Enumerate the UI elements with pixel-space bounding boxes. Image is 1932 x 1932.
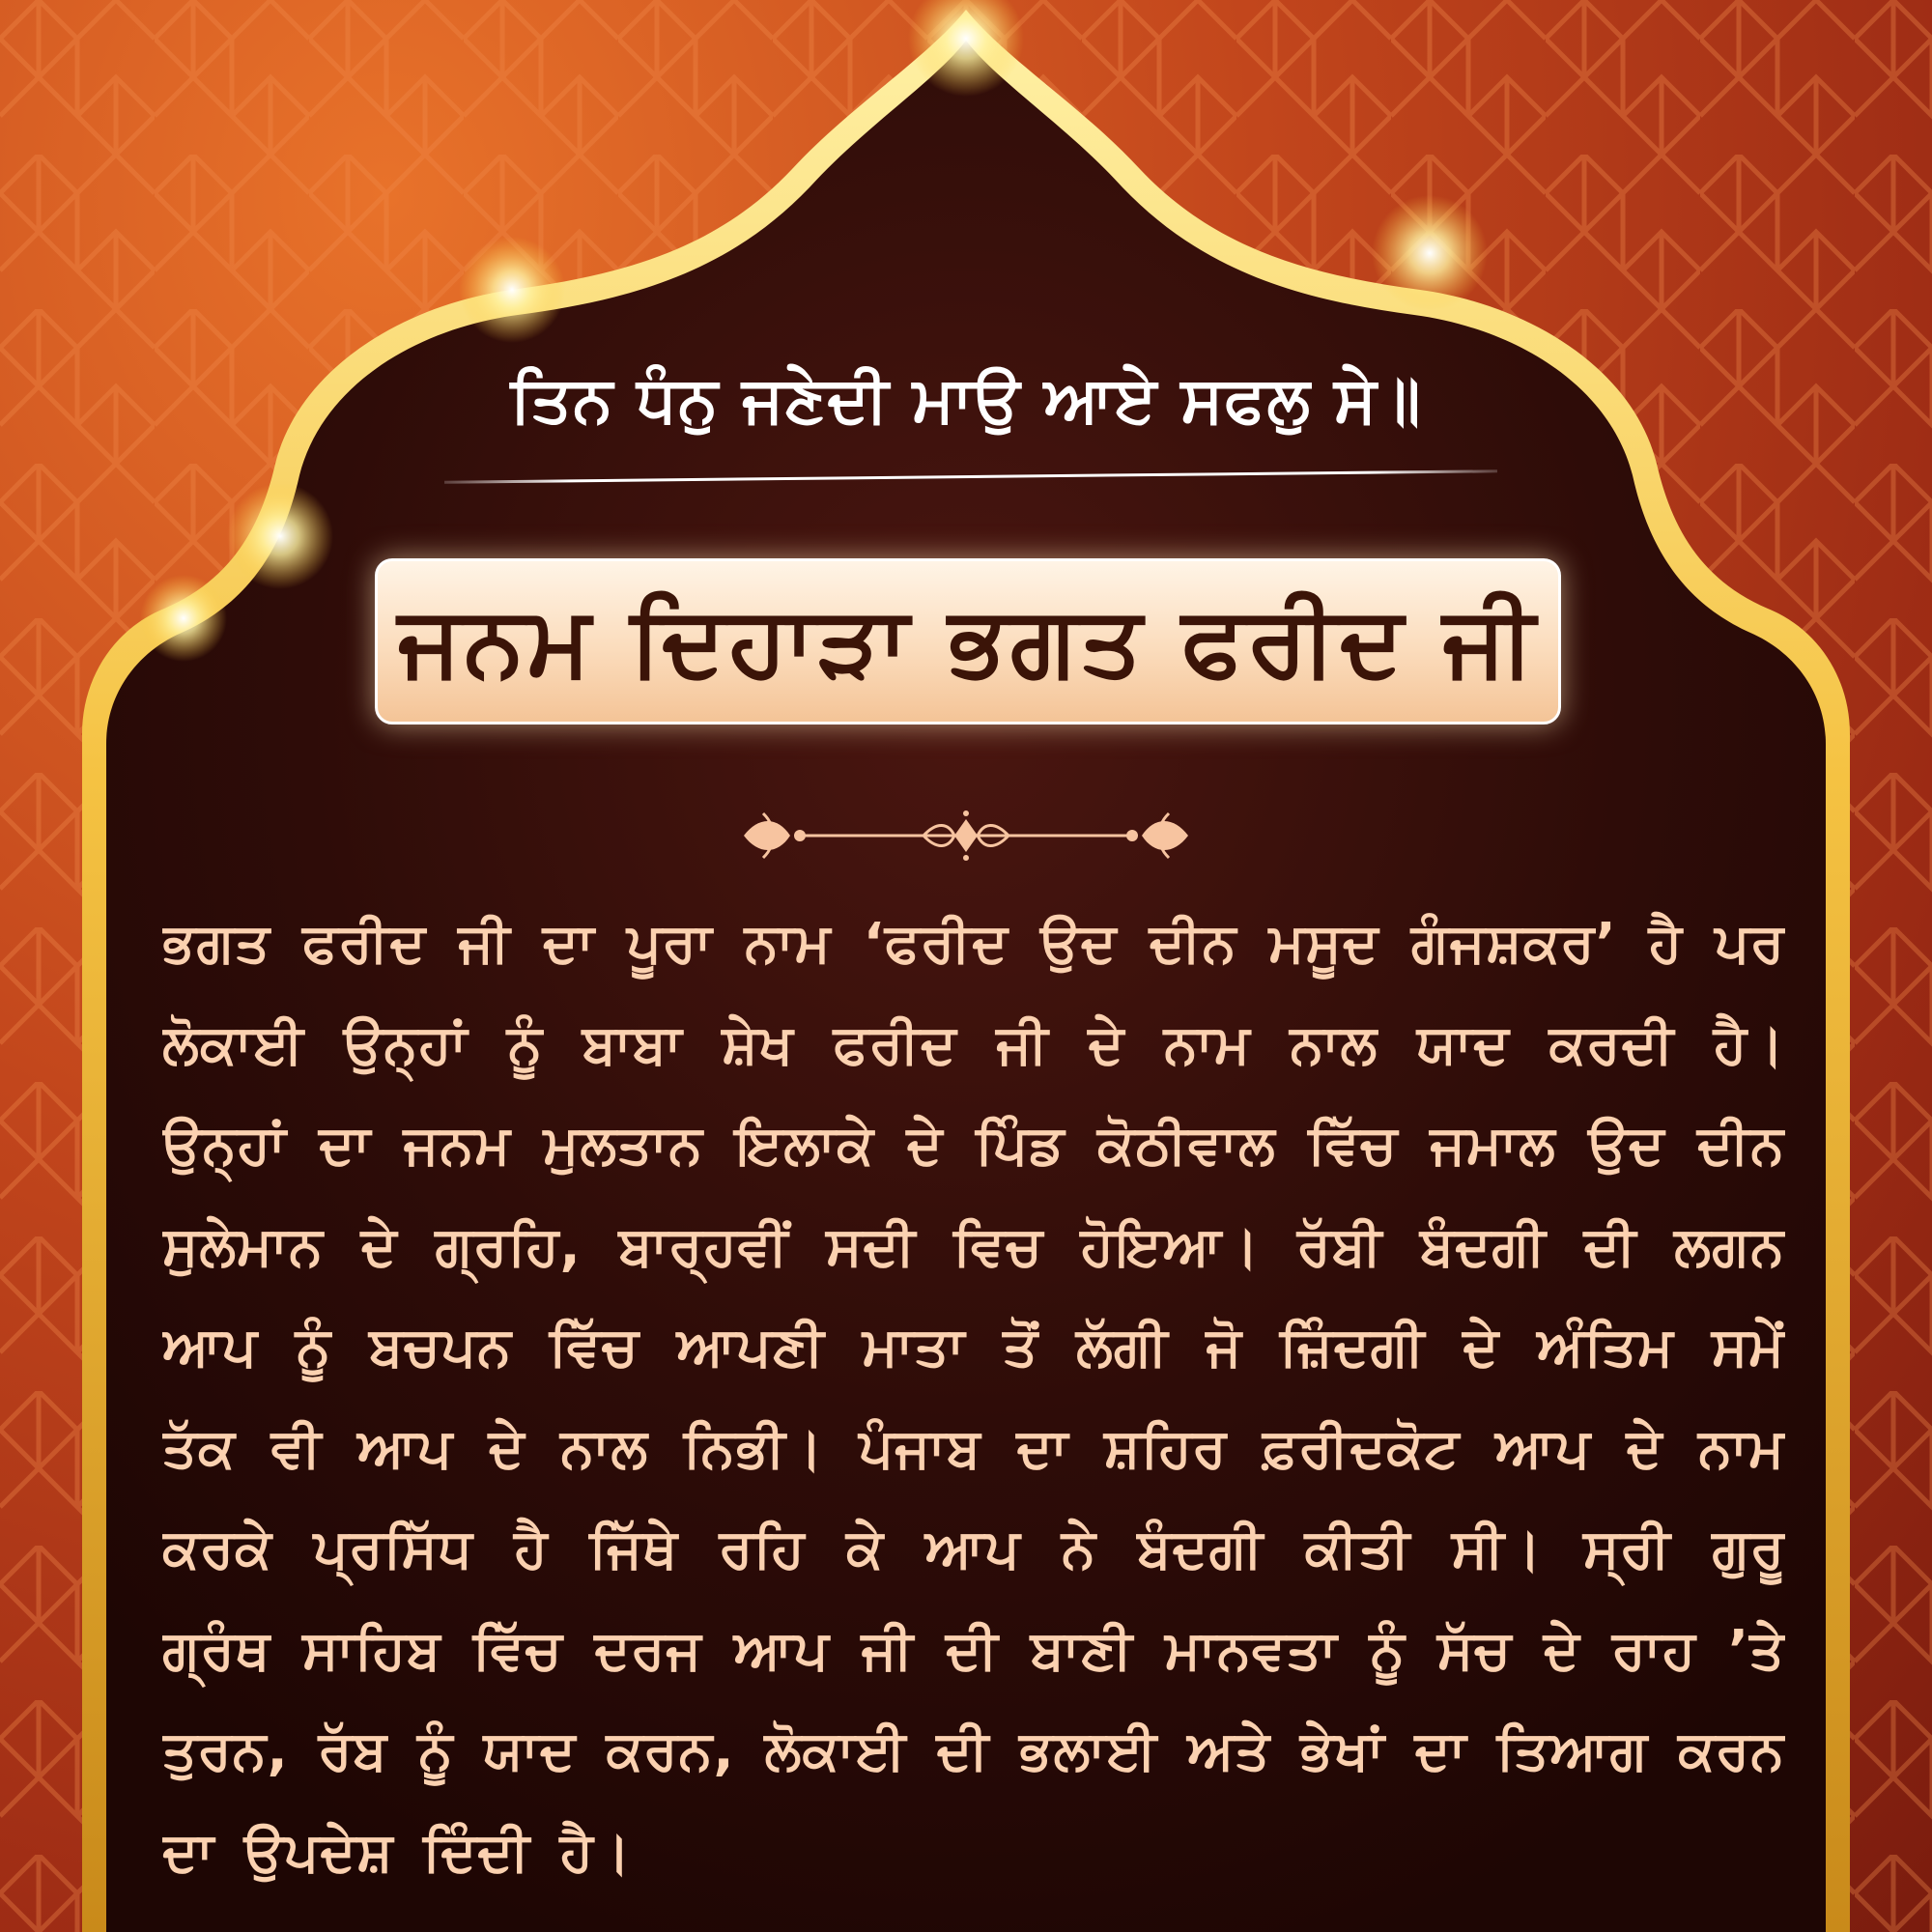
quote-line: ਤਿਨ ਧੰਨੁ ਜਣੇਦੀ ਮਾਉ ਆਏ ਸਫਲੁ ਸੇ॥ — [510, 362, 1422, 437]
poster-title: ਜਨਮ ਦਿਹਾੜਾ ਭਗਤ ਫਰੀਦ ਜੀ — [397, 584, 1539, 697]
sparkle-icon — [227, 483, 333, 589]
sparkle-icon — [1372, 195, 1488, 311]
title-box — [375, 558, 1561, 724]
sparkle-icon — [459, 237, 565, 343]
body-paragraph: ਭਗਤ ਫਰੀਦ ਜੀ ਦਾ ਪੂਰਾ ਨਾਮ ‘ਫਰੀਦ ਉਦ ਦੀਨ ਮਸੂਦ ਗੰਜਸ਼ਕਰ’ ਹੈ ਪਰ ਲੋਕਾਈ ਉਨ੍ਹਾਂ ਨੂੰ ਬਾਬਾ ਸ਼ੇਖ ਫਰੀਦ ਜੀ ਦੇ ਨਾਮ ਨਾਲ ਯਾਦ ਕਰਦੀ ਹੈ। ਉਨ੍ਹਾਂ ਦਾ ਜਨਮ ਮੁਲਤਾਨ ਇਲਾਕੇ ਦੇ ਪਿੰਡ ਕੋਠੀਵਾਲ ਵਿੱਚ ਜਮਾਲ ਉਦ ਦੀਨ ਸੁਲੇਮਾਨ ਦੇ ਗ੍ਰਹਿ, ਬਾਰ੍ਹਵੀਂ ਸਦੀ ਵਿਚ ਹੋਇਆ। ਰੱਬੀ ਬੰਦਗੀ ਦੀ ਲਗਨ ਆਪ ਨੂੰ ਬਚਪਨ ਵਿੱਚ ਆਪਣੀ ਮਾਤਾ ਤੋਂ ਲੱਗੀ ਜੋ ਜ਼ਿੰਦਗੀ ਦੇ ਅੰਤਿਮ ਸਮੇਂ ਤੱਕ ਵੀ ਆਪ ਦੇ ਨਾਲ ਨਿਭੀ। ਪੰਜਾਬ ਦਾ ਸ਼ਹਿਰ ਫ਼ਰੀਦਕੋਟ ਆਪ ਦੇ ਨਾਮ ਕਰਕੇ ਪ੍ਰਸਿੱਧ ਹੈ ਜਿੱਥੇ ਰਹਿ ਕੇ ਆਪ ਨੇ ਬੰਦਗੀ ਕੀਤੀ ਸੀ। ਸ੍ਰੀ ਗੁਰੂ ਗ੍ਰੰਥ ਸਾਹਿਬ ਵਿੱਚ ਦਰਜ ਆਪ ਜੀ ਦੀ ਬਾਣੀ ਮਾਨਵਤਾ ਨੂੰ ਸੱਚ ਦੇ ਰਾਹ ’ਤੇ ਤੁਰਨ, ਰੱਬ ਨੂੰ ਯਾਦ ਕਰਨ, ਲੋਕਾਈ ਦੀ ਭਲਾਈ ਅਤੇ ਭੇਖਾਂ ਦਾ ਤਿਆਗ ਕਰਨ ਦਾ ਉਪਦੇਸ਼ ਦਿੰਦੀ ਹੈ। — [162, 912, 1785, 1884]
floral-divider-icon — [734, 802, 1198, 869]
sparkle-icon — [140, 575, 227, 662]
